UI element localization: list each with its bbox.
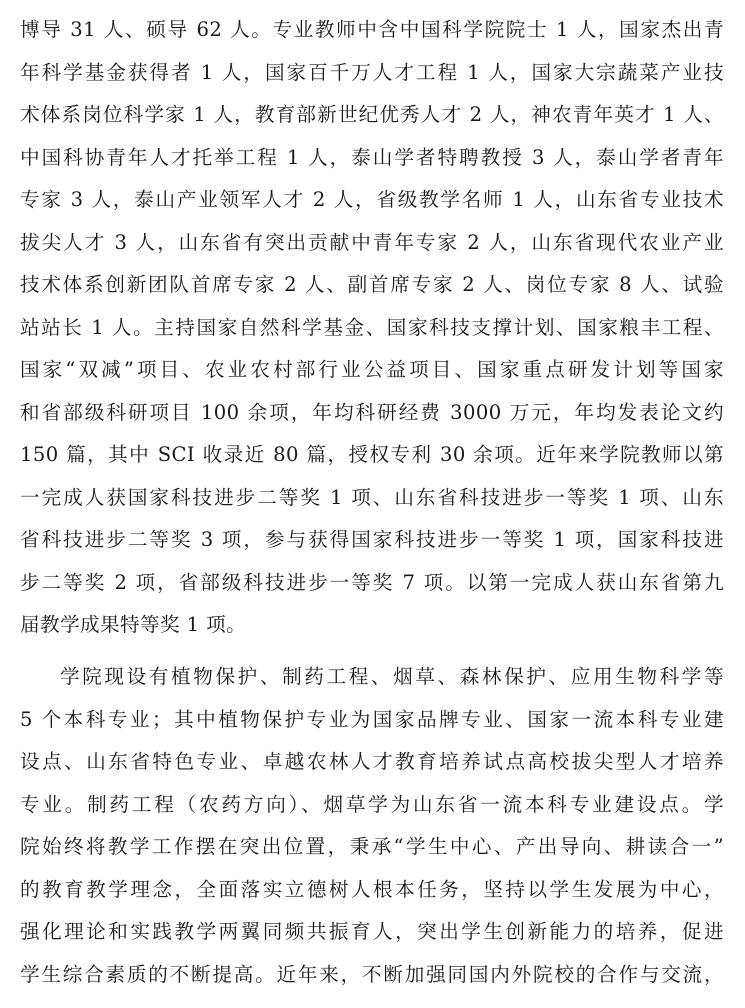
- text-line: 强化理论和实践教学两翼同频共振育人，突出学生创新能力的培养，促进: [20, 920, 724, 943]
- text-line: 5 个本科专业；其中植物保护专业为国家品牌专业、国家一流本科专业建: [20, 707, 724, 731]
- text-line: 和省部级科研项目 100 余项，年均科研经费 3000 万元，年均发表论文约: [20, 400, 724, 424]
- text-line-indented: 学院现设有植物保护、制药工程、烟草、森林保护、应用生物科学等: [60, 665, 724, 688]
- text-line: 150 篇，其中 SCI 收录近 80 篇，授权专利 30 余项。近年来学院教师以第: [20, 443, 724, 466]
- text-line: 的教育教学理念，全面落实立德树人根本任务，坚持以学生发展为中心，: [20, 877, 724, 901]
- text-line: 省科技进步二等奖 3 项，参与获得国家科技进步一等奖 1 项，国家科技进: [20, 528, 724, 551]
- text-line: 博导 31 人、硕导 62 人。专业教师中含中国科学院院士 1 人，国家杰出青: [20, 18, 724, 41]
- text-line: 专家 3 人，泰山产业领军人才 2 人，省级教学名师 1 人，山东省专业技术: [20, 188, 724, 211]
- text-line: 国家“双减”项目、农业农村部行业公益项目、国家重点研发计划等国家: [20, 358, 724, 381]
- text-line: 年科学基金获得者 1 人，国家百千万人才工程 1 人，国家大宗蔬菜产业技: [20, 60, 724, 84]
- text-line: 术体系岗位科学家 1 人，教育部新世纪优秀人才 2 人，神农青年英才 1 人、: [20, 103, 724, 126]
- text-line: 步二等奖 2 项，省部级科技进步一等奖 7 项。以第一完成人获山东省第九: [20, 570, 724, 594]
- text-line: 一完成人获国家科技进步二等奖 1 项、山东省科技进步一等奖 1 项、山东: [20, 485, 724, 509]
- text-line: 站站长 1 人。主持国家自然科学基金、国家科技支撑计划、国家粮丰工程、: [20, 315, 724, 339]
- text-line: 拔尖人才 3 人，山东省有突出贡献中青年专家 2 人，山东省现代农业产业: [20, 230, 724, 254]
- text-line: 中国科协青年人才托举工程 1 人，泰山学者特聘教授 3 人，泰山学者青年: [20, 145, 724, 169]
- text-line: 设点、山东省特色专业、卓越农林人才教育培养试点高校拔尖型人才培养: [20, 750, 724, 773]
- text-line: 届教学成果特等奖 1 项。: [20, 613, 247, 636]
- text-line: 技术体系创新团队首席专家 2 人、副首席专家 2 人、岗位专家 8 人、试验: [20, 273, 724, 296]
- text-line: 学生综合素质的不断提高。近年来，不断加强同国内外院校的合作与交流，: [20, 962, 724, 986]
- text-line: 专业。制药工程（农药方向）、烟草学为山东省一流本科专业建设点。学: [20, 792, 724, 816]
- text-line: 院始终将教学工作摆在突出位置，秉承“学生中心、产出导向、耕读合一”: [20, 835, 724, 858]
